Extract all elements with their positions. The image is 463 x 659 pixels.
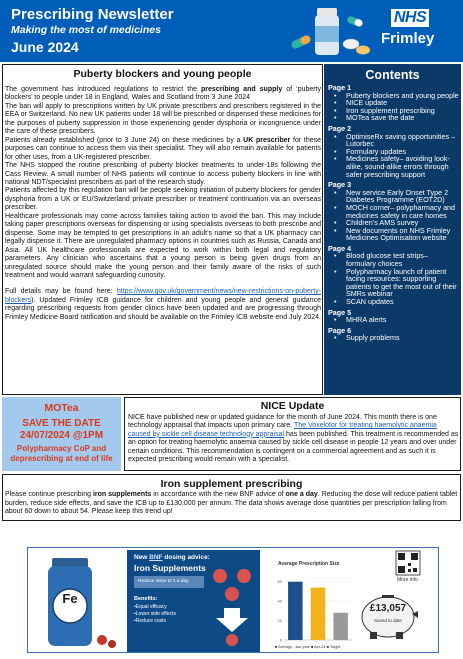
contents-page-heading: Page 2 (328, 123, 352, 133)
iron-bottle-label: Fe (62, 591, 78, 606)
puberty-paragraph (5, 162, 321, 187)
iron-section-body (5, 491, 459, 517)
nice-link[interactable]: The Voxelotor for treating haemolytic anaemia caused by sickle cell disease technology appraisal (128, 422, 437, 438)
motea-date: 24/07/2024 @1PM (19, 430, 104, 441)
savings-label: Saved to date (374, 618, 402, 623)
contents-item[interactable]: • Medicines safety– avoiding look-alike, sound-alike errors through safer prescribing support (328, 155, 459, 178)
puberty-footer-link[interactable]: https://www.gov.uk/government/news/new-restrictions-on-puberty-blockers (5, 288, 321, 304)
contents-title: Contents (365, 68, 420, 82)
contents-page-heading: Page 6 (328, 325, 352, 335)
contents-item[interactable]: • Supply problems (328, 334, 459, 342)
iron-text: . Reducing the dose will reduce patient tablet burden, reduce side effects, and save the ICB up to £130,000 per annum. The data shows average dose quantities per prescription falling from about 60 down to about 54. Please keep this trend up! (5, 491, 458, 516)
dosing-advice-suffix: dosing advice: (162, 554, 210, 561)
puberty-emphasis: prescribing and supply (201, 86, 283, 93)
contents-item[interactable]: • Iron supplement prescribing (328, 107, 459, 115)
puberty-text: of ‘puberty blockers’ to people under 18 in England, Wales and Scotland from 3 June 2024 (5, 86, 322, 102)
puberty-text: The ban will apply to prescriptions written by UK private prescribers and prescribers registered in the EEA or Switzerland. No new UK patients under 18 will be prescribed or dispensed these medicines for the purposes of puberty suppression in those experiencing gender dysphoria or incongruence under the care of these prescribers. (5, 102, 321, 136)
reduce-dose-note: Reduce dose to 1 a day (134, 576, 204, 588)
newsletter-title: Prescribing Newsletter (11, 6, 174, 23)
motea-save-the-date: SAVE THE DATE (22, 418, 101, 429)
prescription-size-chart (272, 568, 352, 644)
chart-y-tick: 40 (277, 598, 282, 604)
savings-amount: £13,057 (369, 603, 407, 614)
benefit-item: • Equal efficacy (134, 604, 176, 611)
benefits-list (134, 604, 176, 625)
piggy-bank-icon (358, 590, 420, 640)
contents-page-heading: Page 5 (328, 307, 352, 317)
puberty-text: Healthcare professionals may come across families taking action to avoid the ban. This may include taking paper prescriptions overseas for dispensing or using specialists overseas to both prescribe and dispense. Some may be tempted to get prescriptions in an adult’s name so that a UK pharmacy can legally dispense it. There are unregulated pharmacy options in countries such as Russia, Canada and Asia. All UK healthcare professionals are expected to work within both legal and regulatory parameters. Any clinician who ascertains that a young person is being given drugs from an unregulated source should make the young person and their family aware of the risks of such treatment and would warrant safeguarding curiosity. (5, 212, 321, 279)
contents-item[interactable]: • Blood glucose test strips– formulary choices (328, 252, 459, 267)
nhs-logo-text: NHS (393, 9, 427, 26)
puberty-text: The government has introduced regulations to restrict the (5, 86, 202, 93)
nhs-logo (391, 9, 429, 27)
newsletter-header (0, 0, 463, 62)
contents-item[interactable]: • MOCH corner– polypharmacy and medicines safety in care homes (328, 204, 459, 219)
puberty-text: for these purposes can continue to access them via their specialist. They will also remain available for patients for other uses, from a UK-registered prescriber. (5, 136, 321, 161)
contents-page-heading: Page 4 (328, 243, 352, 253)
nice-text: has been published. This treatment is recommended as an option for treating haemolytic anaemia caused by sickle cell disease in people 12 years and over under certain conditions. This recommendation is contingent on a commercial agreement and as such it is expected prescribing would remain with a specialist. (128, 430, 459, 464)
pill-bottle-icon (287, 4, 375, 60)
iron-section-title: Iron supplement prescribing (160, 478, 303, 490)
qr-code-icon[interactable] (396, 551, 420, 575)
iron-emphasis: one a day (285, 491, 318, 498)
puberty-footer-text: ). Updated Frimley ICB guidance for children and young people and general guidance regarding prescribing requests from gender clinics have been updated and are progressing through Frimley Medicine Board ratification and should be available on the Frimley ICB website end July 2024. (5, 296, 321, 321)
nice-section-body (128, 414, 459, 464)
chart-bar (311, 588, 326, 640)
dosing-advice-heading (134, 554, 210, 561)
nice-text: NICE have published new or updated guidance for the month of June 2024. This month there is one technology appraisal that impacts upon primary care. (128, 414, 437, 430)
chart-title: Average Prescription Size (278, 561, 340, 567)
benefit-item: • Reduce costs (134, 618, 176, 625)
iron-text: in accordance with the new BNF advice of (151, 491, 286, 498)
dosing-advice-subtitle: Iron Supplements (134, 563, 206, 573)
contents-page-heading: Page 1 (328, 83, 352, 92)
iron-infographic (27, 547, 439, 653)
dose-reduction-icon (206, 566, 258, 646)
puberty-paragraph (5, 86, 321, 103)
contents-item[interactable]: • NICE update (328, 99, 459, 107)
puberty-paragraph (5, 187, 321, 212)
motea-description: Polypharmacy CoP and deprescribing at end of life (10, 444, 113, 463)
puberty-paragraph (5, 213, 321, 281)
chart-bar (288, 582, 303, 640)
dosing-advice-prefix: New (134, 554, 150, 561)
puberty-text: Patients already established (prior to 3 June 24) on these medicines by a (5, 136, 244, 144)
bnf-link[interactable]: BNF (149, 554, 163, 561)
chart-legend: ■ Average - last year ■ Apr-24 ■ Target (275, 645, 341, 649)
chart-y-tick: 20 (277, 618, 282, 624)
newsletter-subtitle: Making the most of medicines (11, 24, 161, 36)
contents-list (328, 81, 459, 342)
chart-bar (333, 613, 348, 640)
puberty-footer-text: Full details may be found here: (5, 288, 117, 296)
puberty-text: The NHS stopped the routine prescribing of puberty blocker treatments to under-18s following the Cass Review. A small number of NHS patients will continue to access puberty blockers in line with national NDT/specialist prescribers as part of the research study. (5, 162, 321, 186)
contents-item[interactable]: • Formulary updates (328, 148, 459, 156)
chart-y-tick: 60 (277, 579, 282, 585)
puberty-footer (5, 288, 321, 322)
puberty-paragraph (5, 103, 321, 137)
contents-item[interactable]: • Children’s AMS survey (328, 219, 459, 227)
benefit-item: • Lower side effects (134, 611, 176, 618)
motea-title: MOTea (44, 402, 79, 414)
contents-item[interactable]: • SCAN updates (328, 298, 459, 306)
contents-item[interactable]: • MOTea save the date (328, 114, 459, 122)
benefits-heading: Benefits: (134, 596, 158, 602)
organisation-name: Frimley (381, 30, 435, 47)
contents-item[interactable]: • New documents on NHS Frimley Medicines Optimisation website (328, 227, 459, 242)
nice-section-title: NICE Update (260, 400, 325, 412)
contents-item[interactable]: • OptimiseRx saving opportunities – Lutorbec (328, 133, 459, 148)
iron-emphasis: iron supplements (92, 491, 152, 498)
chart-y-tick: 0 (279, 637, 282, 643)
iron-text: Please continue prescribing (5, 491, 93, 498)
contents-item[interactable]: • New service Early Onset Type 2 Diabetes Programme (EOT2D) (328, 189, 459, 204)
motea-panel (2, 397, 121, 471)
contents-item[interactable]: • Polypharmacy launch of patient facing resources: supporting patients to get the most out of their SMRs webinar (328, 268, 459, 298)
contents-page-heading: Page 3 (328, 180, 352, 190)
contents-item[interactable]: • Puberty blockers and young people (328, 92, 459, 100)
puberty-section-title: Puberty blockers and young people (73, 68, 252, 80)
contents-item[interactable]: • MHRA alerts (328, 316, 459, 324)
puberty-paragraph (5, 137, 321, 162)
contents-panel (324, 64, 461, 395)
newsletter-date: June 2024 (11, 39, 79, 55)
puberty-section-body (5, 86, 321, 322)
puberty-text: Patients affected by this regulation ban will be people seeking initiation of puberty blockers for gender dysphoria from a UK or EU/Switzerland private prescriber or treatment continuation via an overseas prescriber. (5, 187, 321, 212)
more-info-label: More info (397, 577, 418, 583)
puberty-emphasis: UK prescriber (243, 136, 291, 144)
